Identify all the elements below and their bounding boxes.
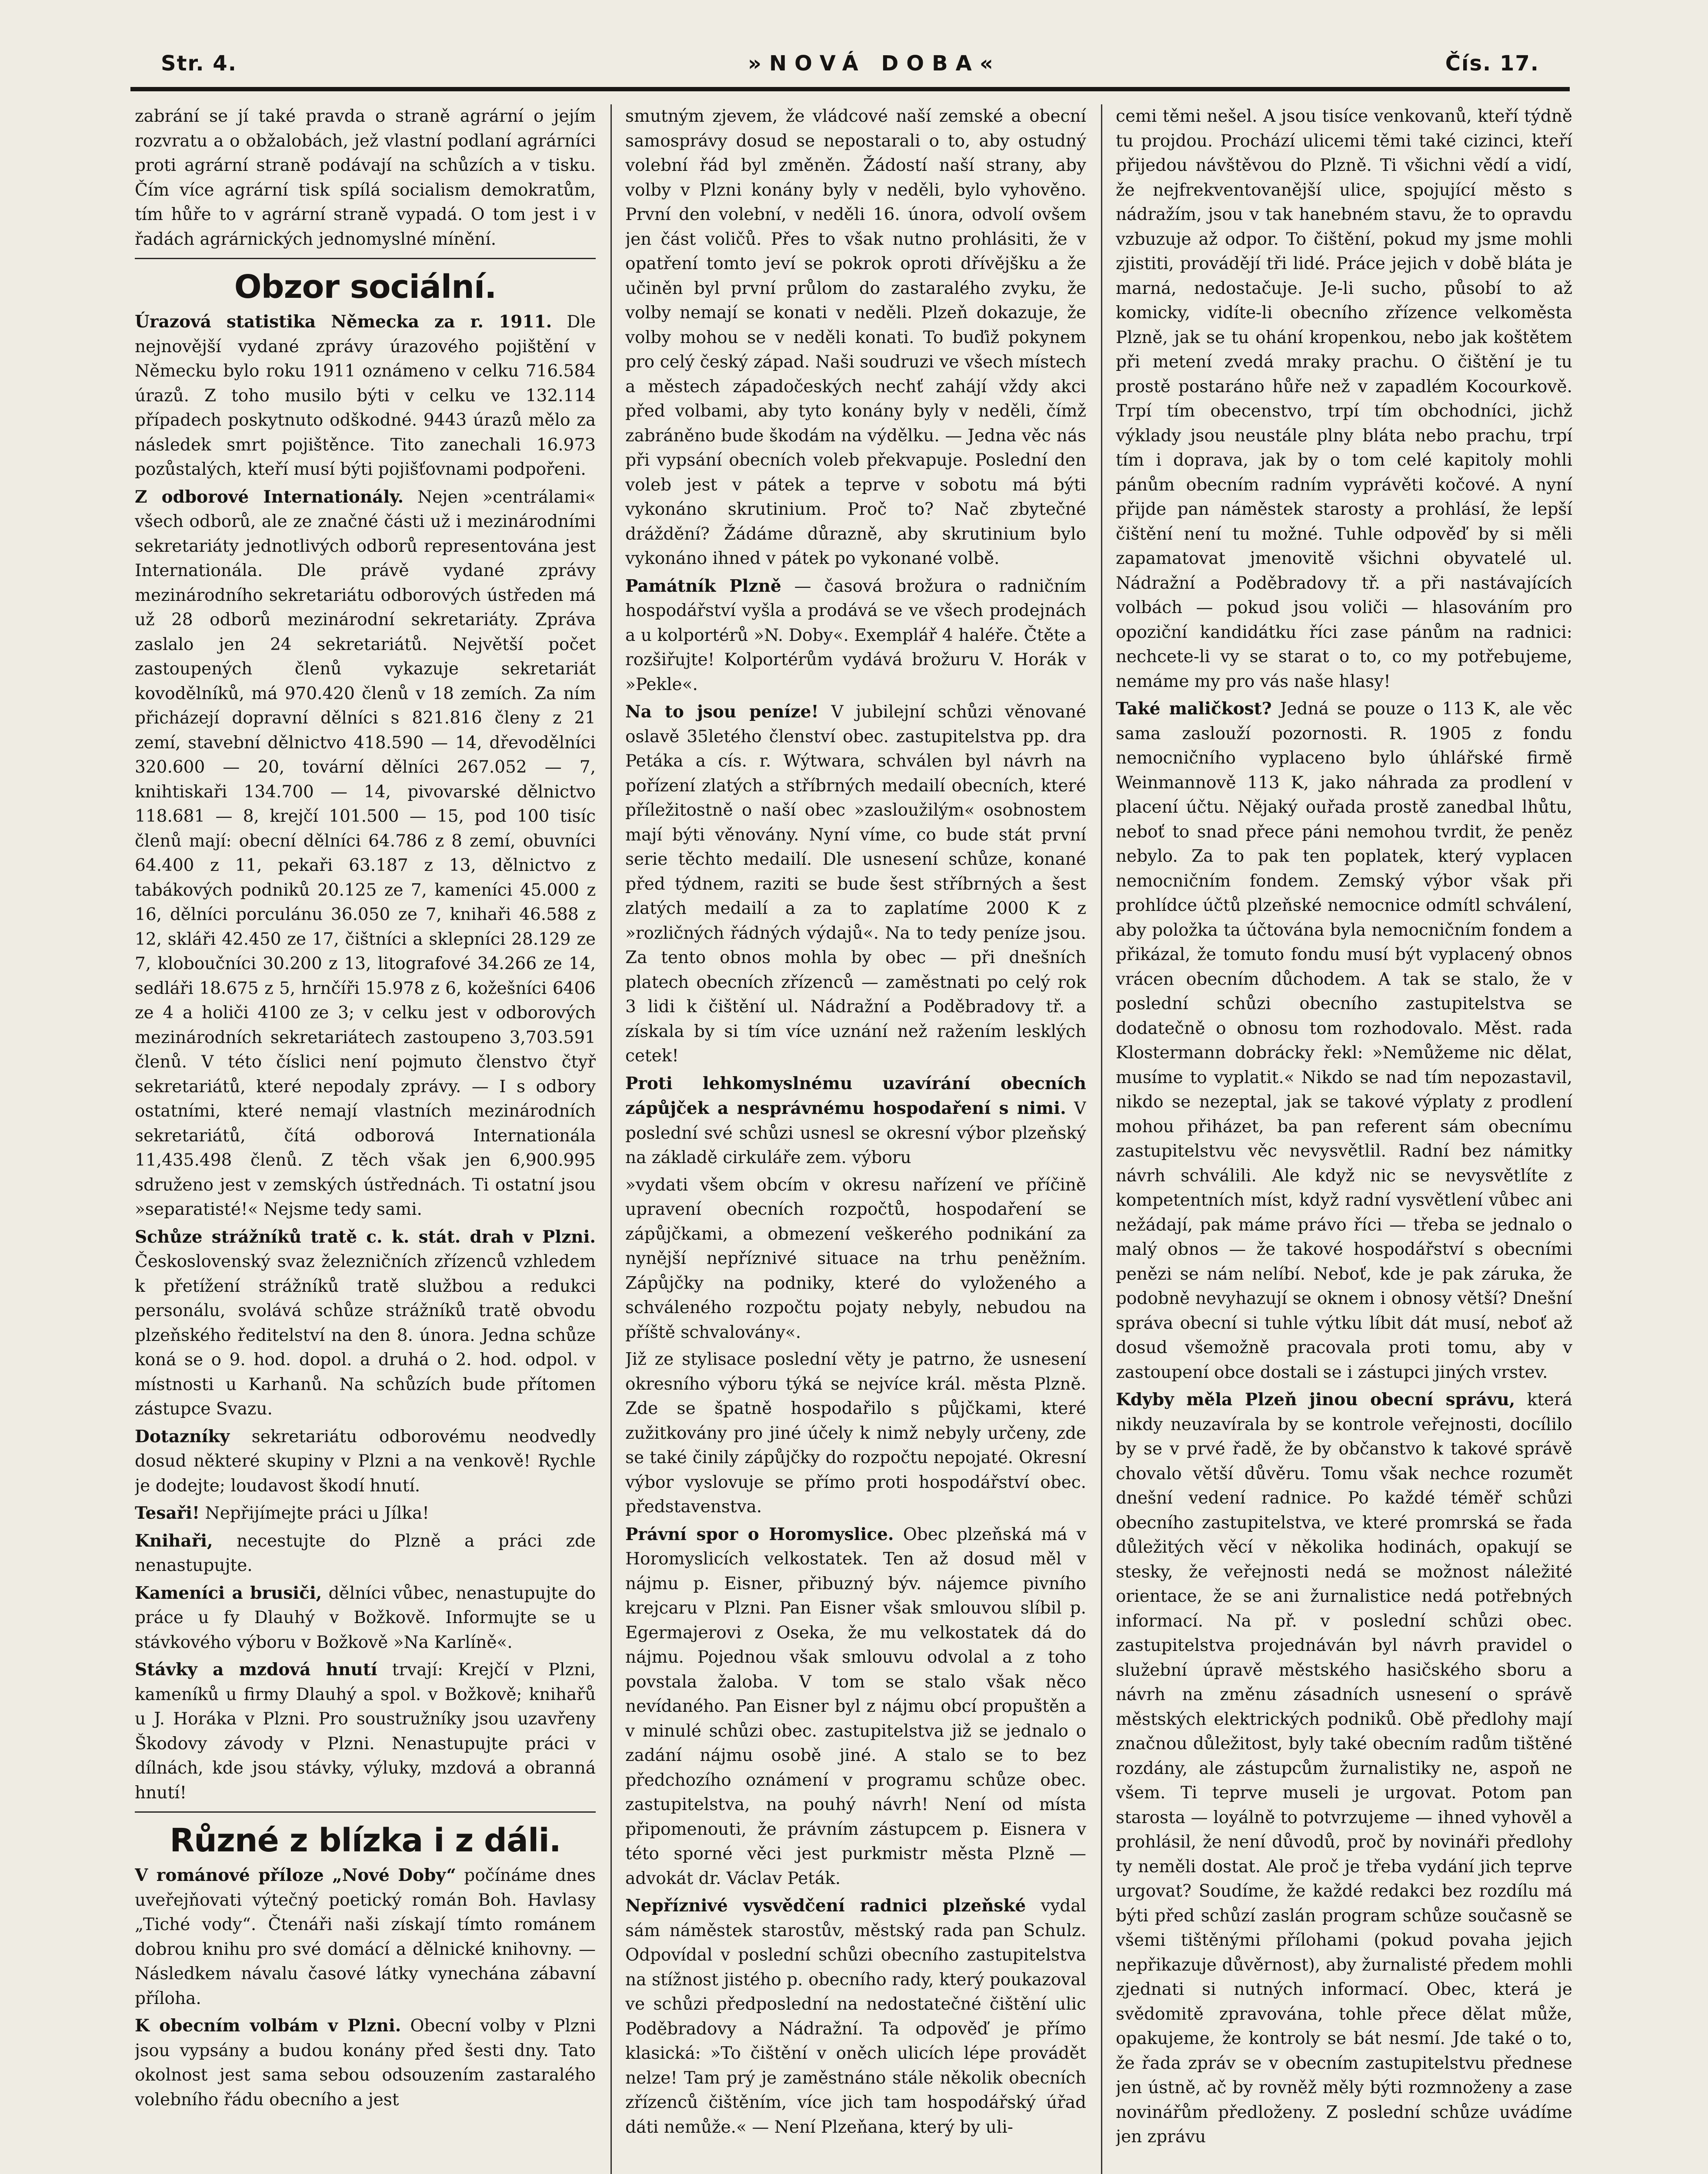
article-title: Právní spor o Horomyslice.: [625, 1524, 894, 1544]
column-divider: [610, 104, 612, 2174]
section-heading-miscellany: Různé z blízka i z dáli.: [170, 1822, 561, 1859]
article-body: Československý svaz železničních zřízenců vzhledem k přetížení strážníků tratě službou a redukci personálu, svolává schůze strážníků tratě obvodu plzeňského ředitelství na den 8. února. Jedna schůze koná se o 9. hod. dopol. a druhá o 2. hod. odpol. v místnosti u Karhanů. Na schůzích bude přítomen zástupce Svazu.: [135, 1252, 596, 1419]
article-paragraph: [135, 2014, 596, 2112]
article-body: dělníci vůbec, nenastupujte do práce u fy Dlauhý v Božkově. Informujte se u stávkového výboru v Božkově »Na Karlíně«.: [135, 1583, 596, 1652]
article-continuation: cemi těmi nešel. A jsou tisíce venkovanů, kteří týdně tu projdou. Prochází ulicemi těmi také cizinci, kteří přijedou návštěvou do Plzně. Ti všichni vědí a vidí, že nejfrekventovanější ulice, spojující město s nádražím, jsou v tak hanebném stavu, že to opravdu vzbuzuje až odpor. To čištění, pokud my jsme mohli zjistiti, provádějí tři lidé. Práce jejich v době bláta je marná, nedostačuje. Je-li sucho, působí to až komicky, vidíte-li obecního zřízence velkoměsta Plzně, jak se tu ohání kropenkou, nebo jak koštětem při metení zvedá mraky prachu. O čištění je tu prostě postaráno hůře než v zapadlém Kocourkově. Trpí tím obecenstvo, trpí tím obchodníci, jichž výklady jsou neustále plny bláta nebo prachu, trpí tím i doprava, jak by o tom celé kapitoly mohli pánům obecním radním vyprávěti kočové. A nyní přijde pan náměstek starosty a prohlásí, že lepší čištění není tu možné. Tuhle odpověď by si měli zapamatovat jmenovitě všichni obyvatelé ul. Nádražní a Poděbradovy tř. a při nastávajících volbách — pokud jsou voliči — hlasováním pro opoziční kandidátku říci zase pánům na radnici: nechcete-li vy se starat o to, co my potřebujeme, nemáme my pro vás naše hlasy!: [1116, 107, 1572, 691]
column-1: [135, 104, 596, 2174]
section-rule: [135, 258, 596, 259]
column-3: [1116, 104, 1572, 2174]
column-2: [625, 104, 1086, 2174]
section-rule: [135, 1811, 596, 1813]
column-divider: [1101, 104, 1102, 2174]
article-quote: »vydati všem obcím v okresu nařízení ve příčině upravení obecních rozpočtů, hospodaření se zápůjčkami, a obmezení veškerého podnikání za nynější nepříznivé situace na trhu peněžním. Zápůjčky na podniky, které do vyloženého a schváleného rozpočtu pojaty nebyly, nebudou na příště schvalovány«.: [625, 1175, 1086, 1342]
article-paragraph: [135, 1225, 596, 1422]
article-paragraph: [135, 1529, 596, 1578]
article-title: Stávky a mzdová hnutí: [135, 1660, 377, 1680]
article-body: — časová brožura o radničním hospodářství vyšla a prodává se ve všech prodejnách a u kolportérů »N. Doby«. Exemplář 4 haléře. Čtěte a rozšiřujte! Kolportérům vydává brožuru V. Horák v »Pekle«.: [625, 576, 1086, 694]
page-number: Str. 4.: [161, 51, 237, 76]
article-paragraph: [625, 1071, 1086, 1170]
article-paragraph: [1116, 1387, 1572, 2150]
masthead-title: »NOVÁ DOBA«: [748, 51, 1001, 76]
article-paragraph: [135, 310, 596, 482]
article-body: necestujte do Plzně a práci zde nenastupujte.: [135, 1531, 596, 1575]
article-body: trvají: Krejčí v Plzni, kameníků u firmy Dlauhý a spol. v Božkově; knihařů u J. Horáka v Plzni. Pro soustružníky jsou uzavřeny Škodovy závody v Plzni. Nenastupujte práci v dílnách, kde jsou stávky, výluky, mzdová a obranná hnutí!: [135, 1660, 596, 1803]
article-continuation: smutným zjevem, že vládcové naší zemské a obecní samosprávy dosud se nepostarali o to, aby ostudný volební řád byl změněn. Žádostí naší strany, aby volby v Plzni konány byly v neděli, bylo vyhověno. První den volební, v neděli 16. února, odvolí ovšem jen část voličů. Přes to však nutno prohlásiti, že v opatření tomto jeví se pokrok oproti dřívějšku a že učiněn byl první průlom do zastaralého zvyku, že volby nemají se konati v neděli. Plzeň dokazuje, že volby mohou se v neděli konati. To buďiž pokynem pro celý český západ. Naši soudruzi ve všech místech a městech západočeských nechť zahájí vždy akci před volbami, aby tyto konány byly v neděli, čímž zabráněno bude škodám na výdělku. — Jedna věc nás při vypsání obecních voleb překvapuje. Poslední den voleb jest v pátek a teprve v sobotu má býti vykonáno skrutinium. Proč to? Nač zbytečné dráždění? Žádáme důrazně, aby skrutinium bylo vykonáno ihned v pátek po vykonané volbě.: [625, 107, 1086, 568]
article-body: Obec plzeňská má v Horomyslicích velkostatek. Ten až dosud měl v nájmu p. Eisner, přibuzný býv. nájemce pivního krejcaru v Plzni. Pan Eisner však smlouvou slíbil p. Egermajerovi z Oseka, že mu velkostatek dá do nájmu. Pojednou však smlouvu odvolal a z toho povstala žaloba. V tom se stalo však něco nevídaného. Pan Eisner byl z nájmu obcí propuštěn a v minulé schůzi obec. zastupitelstva již se jednalo o zadání nájmu osobě jiné. A stalo se to bez předchozího oznámení v programu schůze obec. zastupitelstva, na pouhý návrh! Není od místa připomenouti, že právním zástupcem p. Eisnera v této sporné věci jest purkmistr města Plzně — advokát dr. Václav Peták.: [625, 1524, 1086, 1888]
article-paragraph: [135, 1581, 596, 1655]
article-body: sekretariátu odborovému neodvedly dosud některé skupiny v Plzni a na venkově! Rychle je dodejte; loudavost škodí hnutí.: [135, 1427, 596, 1496]
article-title: Knihaři,: [135, 1530, 213, 1551]
article-paragraph: [135, 1863, 596, 2011]
article-body: Dle nejnovější vydané zprávy úrazového pojištění v Německu bylo roku 1911 oznámeno v celku 716.584 úrazů. Z toho musilo býti v celku ve 132.114 případech poskytnuto odškodné. 9443 úrazů mělo za následek smrt pojištěnce. Tito zanechali 16.973 pozůstalých, kteří musí býti pojišťovnami podpořeni.: [135, 312, 596, 479]
header-rule: [130, 87, 1570, 91]
article-paragraph: [625, 574, 1086, 697]
article-title: K obecním volbám v Plzni.: [135, 2016, 401, 2036]
article-paragraph: [135, 1501, 596, 1526]
article-title: V románové příloze „Nové Doby“: [135, 1865, 456, 1885]
article-paragraph: [625, 1522, 1086, 1891]
article-title: Z odborové Internationály.: [135, 487, 404, 507]
article-continuation: zabrání se jí také pravda o straně agrární o jejím rozvratu a o obžalobách, jež vlastní podlaní agrárníci proti agrární straně podávají na schůzích a v tisku. Čím více agrární tisk spílá socialism demokratům, tím hůře to v agrární straně vypadá. O tom jest i v řadách agrárnických jednomyslné mínění.: [135, 107, 596, 249]
article-title: Památník Plzně: [625, 576, 781, 596]
issue-number: Čís. 17.: [1445, 51, 1539, 76]
article-paragraph: [135, 485, 596, 1222]
article-title: Úrazová statistika Německa za r. 1911.: [135, 312, 552, 332]
article-paragraph: [625, 1894, 1086, 2140]
article-body: Nejen »centrálami« všech odborů, ale ze značné části už i mezinárodními sekretariáty jednotlivých odborů representována jest Internationála. Dle právě vydané zprávy mezinárodního sekretariátu odborových ústředen má už 28 odborů mezinárodní sekretariáty. Zpráva zaslalo jen 24 sekretariátů. Největší počet zastoupených členů vykazuje sekretariát kovodělníků, má 970.420 členů v 18 zemích. Za ním přicházejí dopravní dělníci s 821.816 členy z 21 zemí, stavební dělnictvo 418.590 — 14, dřevodělníci 320.600 — 20, tovární dělníci 267.052 — 7, knihtiskaři 134.700 — 14, pivovarské dělnictvo 118.681 — 8, krejčí 101.500 — 15, pod 100 tisíc členů mají: obecní dělníci 64.786 z 8 zemí, obuvníci 64.400 z 11, pekaři 63.187 z 13, dělnictvo z tabákových podniků 20.125 ze 7, kameníci 45.000 z 16, dělníci porculánu 36.050 ze 7, knihaři 46.588 z 12, skláři 42.450 ze 17, čištníci a sklepníci 28.129 ze 7, kloboučníci 30.200 z 13, litografové 34.266 ze 14, sedláři 18.675 z 5, hrnčíři 15.978 z 6, kožešníci 6406 ze 4 a holiči 4100 ze 3; v celku jest v odborových mezinárodních sekretariátech zastoupeno 3,703.591 členů. V této číslici není pojmuto členstvo čtyř sekretariátů, které nepodaly zprávy. — I s odbory ostatními, které nemají vlastních mezinárodních sekretariátů, čítá odborová Internationála 11,435.498 členů. Z těch však jen 6,900.995 sdruženo jest v zemských ústřednách. Ti ostatní jsou »separatisté!« Nejsme tedy sami.: [135, 487, 596, 1219]
article-body: která nikdy neuzavírala by se kontrole veřejnosti, docílilo by se v prvé řadě, že by občanstvo k takové správě chovalo větší důvěru. Tomu však nechce rozumět dnešní vedení radnice. Po každé téměř schůzi obecního zastupitelstva, ve které promrská se řada důležitých věcí v několika hodinách, opakují se stesky, že veřejnosti nedá se možnost náležité orientace, že se ani žurnalistice nedá potřebných informací. Na př. v poslední schůzi obec. zastupitelstva projednáván byl návrh pravidel o služební úpravě městského hasičského sboru a návrh na změnu zásadních usnesení o správě městských elektrických podniků. Obě předlohy mají značnou důležitost, byly také obecním radům tištěné rozdány, ale zástupcům žurnalistiky ne, aspoň ne všem. Ti teprve museli je urgovat. Potom pan starosta — loyálně to potvrzujeme — ihned vyhověl a prohlásil, že není důvodů, proč by novináři předlohy ty neměli dostat. Ale proč je třeba vydání jich teprve urgovat? Soudíme, že každé redakci bez rozdílu má býti před schůzí zaslán program schůze současně se všemi tištěnými přílohami (pokud povaha jejich nepřikazuje důvěrnost), aby žurnalisté předem mohli zjednati si nutných informací. Obec, která je svědomitě zpravována, tohle přece dělat může, opakujeme, že kontroly se bát nesmí. Jde také o to, že řada zpráv se v obecním zastupitelstvu přednese jen ústně, ač by rovněž měly býti rozmnoženy a zase novinářům předloženy. Z poslední schůze uvádíme jen zprávu: [1116, 1390, 1572, 2147]
article-body: počínáme dnes uveřejňovati výtečný poetický román Boh. Havlasy „Tiché vody“. Čtenáři naši získají tímto románem dobrou knihu pro své domácí a dělnické knihovny. — Následkem návalu časové látky vynechána zábavní příloha.: [135, 1866, 596, 2008]
section-heading-social: Obzor sociální.: [234, 268, 497, 306]
article-paragraph: [135, 1657, 596, 1805]
article-body: Nepřijímejte práci u Jílka!: [205, 1504, 429, 1523]
page-header: [130, 43, 1565, 83]
article-body: Jedná se pouze o 113 K, ale věc sama zaslouží pozornosti. R. 1905 z fondu nemocničního vyplaceno bylo úhlářské firmě Weinmannově 113 K, jako náhrada za prodlení v placení účtu. Nějaký ouřada prostě zanedbal lhůtu, neboť to snad přece páni nemohou tvrdit, že peněz nebylo. Za to pak ten poplatek, který vyplacen nemocničním fondem. Zemský výbor však při prohlídce účtů plzeňské nemocnice odmítl schválení, aby položka ta účtována byla nemocničním fondem a přikázal, že tomuto fondu musí být vyplacený obnos vrácen obecním důchodem. A tak se stalo, že v poslední schůzi obecního zastupitelstva se dodatečně o obnosu tom rozhodovalo. Měst. rada Klostermann dobrácky řekl: »Nemůžeme nic dělat, musíme to vyplatit.« Nikdo se nad tím nepozastavil, nikdo se nezeptal, jak se takové výplaty z prodlení mohou přiházet, ba pan referent sám obecnímu zastupitelstvu věc nevysvětlil. Radní bez námitky návrh schválili. Ale když nic se nevysvětlíte z kompetentních míst, když radní vysvětlení vůbec ani nežádají, pak máme právo říci — třeba se jednalo o malý obnos — že takové hospodářství s obecními penězi se nám nelíbí. Neboť, kde je pak záruka, že podobně nevyhazují se oknem i obnosy větší? Dnešní správa obecní si tuhle výtku líbit dát musí, neboť až dosud všemožně pracovala proti tomu, aby v zastoupení obce dostali se i zástupci jiných vrstev.: [1116, 699, 1572, 1382]
article-paragraph: Již ze stylisace poslední věty je patrno, že usnesení okresního výboru týká se nejvíce král. města Plzně. Zde se špatně hospodařilo s půjčkami, které zužitkovány pro jiné účely k nimž nebyly určeny, zde se také činily zápůjčky do rozpočtu nepojaté. Okresní výbor vyslovuje se přímo proti hospodářství obec. představenstva.: [625, 1350, 1086, 1517]
article-title: Kdyby měla Plzeň jinou obecní správu,: [1116, 1390, 1515, 1410]
article-title: Tesaři!: [135, 1503, 200, 1523]
article-paragraph: [135, 1424, 596, 1499]
article-body: vydal sám náměstek starostův, městský rada pan Schulz. Odpovídal v poslední schůzi obecního zastupitelstva na stížnost jistého p. obecního rady, který poukazoval ve schůzi předposlední na nedostatečné čištění ulic Poděbradovy a Nádražní. Ta odpověď je přímo klasická: »To čištění v oněch ulicích lépe provádět nelze! Tam prý je zaměstnáno stále několik obecních zřízenců čištěním, více jich tam hospodářský úřad dáti nemůže.« — Není Plzeňana, který by uli-: [625, 1896, 1086, 2137]
article-body: V poslední své schůzi usnesl se okresní výbor plzeňský na základě cirkuláře zem. výboru: [625, 1099, 1086, 1167]
article-title: Na to jsou peníze!: [625, 702, 819, 722]
article-title: Proti lehkomyslnému uzavírání obecních zápůjček a nesprávnému hospodaření s nimi.: [625, 1073, 1086, 1118]
article-title: Schůze strážníků tratě c. k. stát. drah v Plzni.: [135, 1227, 596, 1247]
article-title: Také maličkost?: [1116, 699, 1272, 719]
article-title: Nepříznivé vysvědčení radnici plzeňské: [625, 1896, 1026, 1916]
article-title: Kameníci a brusiči,: [135, 1583, 322, 1603]
article-title: Dotazníky: [135, 1426, 230, 1447]
article-body: V jubilejní schůzi věnované oslavě 35letého členství obec. zastupitelstva pp. dra Petáka a cís. r. Wýtwara, schválen byl návrh na pořízení zlatých a stříbrných medailí obecních, které příležitostně o naší obec »zasloužilým« osobnostem mají býti věnovány. Nyní víme, co bude stát první serie těchto medailí. Dle usnesení schůze, konané před týdnem, raziti se bude šest stříbrných a šest zlatých medailí a za to zaplatíme 2000 K z »rozličných řádných výdajů«. Na to tedy peníze jsou. Za tento obnos mohla by obec — při dnešních platech obecních zřízenců — zaměstnati po celý rok 3 lidi k čištění ul. Nádražní a Poděbradovy tř. a získala by si tím více uznání než ražením lesklých cetek!: [625, 702, 1086, 1066]
article-body: Obecní volby v Plzni jsou vypsány a budou konány před šesti dny. Tato okolnost jest sama sebou odsouzením zastaralého volebního řádu obecního a jest: [135, 2016, 596, 2110]
article-paragraph: [1116, 697, 1572, 1385]
article-paragraph: [625, 700, 1086, 1069]
